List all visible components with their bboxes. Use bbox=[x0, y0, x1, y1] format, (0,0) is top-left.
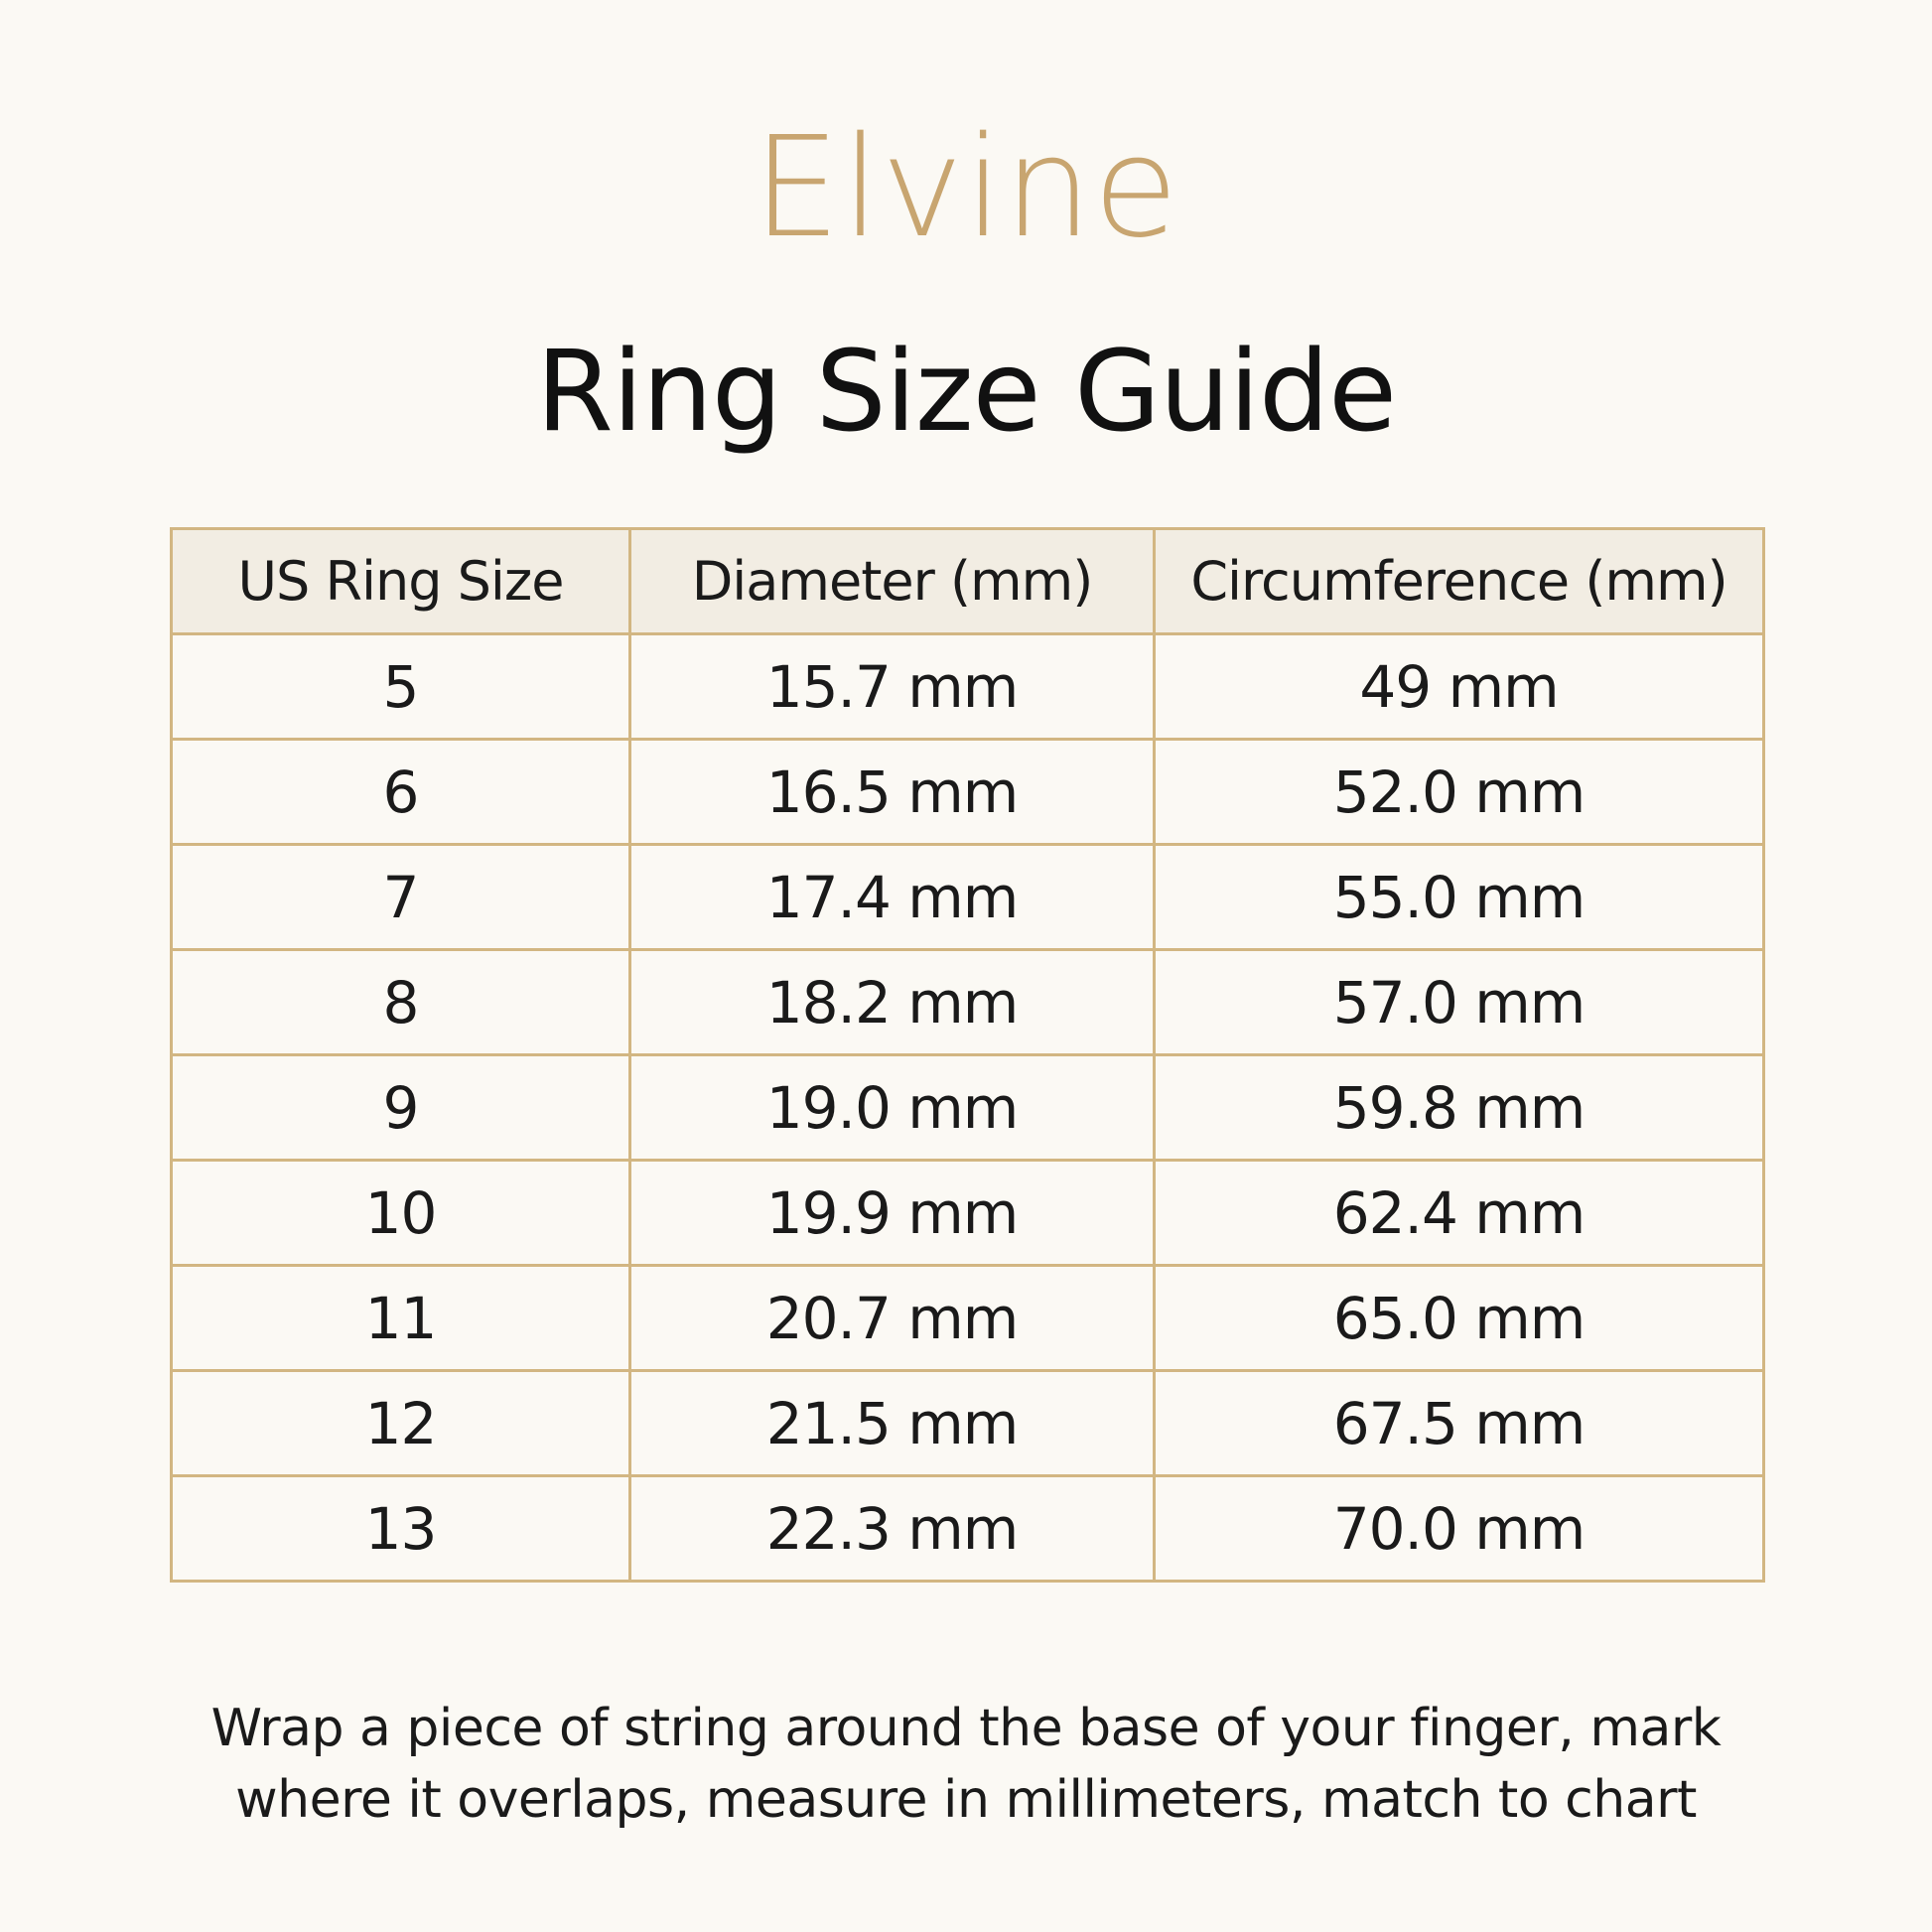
circumference-cell: 70.0 mm bbox=[1155, 1476, 1764, 1582]
table-row bbox=[172, 1055, 1764, 1161]
diameter-cell: 18.2 mm bbox=[630, 950, 1155, 1055]
table-row bbox=[172, 1161, 1764, 1266]
circumference-cell: 59.8 mm bbox=[1155, 1055, 1764, 1161]
measuring-instructions bbox=[0, 1693, 1932, 1836]
diameter-cell: 16.5 mm bbox=[630, 740, 1155, 845]
table-row bbox=[172, 1476, 1764, 1582]
circumference-cell: 52.0 mm bbox=[1155, 740, 1764, 845]
us-size-cell: 8 bbox=[172, 950, 630, 1055]
diameter-cell: 21.5 mm bbox=[630, 1371, 1155, 1476]
us-size-cell: 9 bbox=[172, 1055, 630, 1161]
us-size-cell: 12 bbox=[172, 1371, 630, 1476]
circumference-cell: 55.0 mm bbox=[1155, 845, 1764, 950]
diameter-cell: 15.7 mm bbox=[630, 634, 1155, 740]
instructions-line-2: where it overlaps, measure in millimeters, match to chart bbox=[235, 1770, 1697, 1830]
page-title: Ring Size Guide bbox=[535, 328, 1396, 457]
diameter-cell: 17.4 mm bbox=[630, 845, 1155, 950]
us-size-cell: 6 bbox=[172, 740, 630, 845]
circumference-cell: 62.4 mm bbox=[1155, 1161, 1764, 1266]
table-row bbox=[172, 634, 1764, 740]
table-row bbox=[172, 740, 1764, 845]
us-size-cell: 11 bbox=[172, 1266, 630, 1371]
column-header-diameter: Diameter (mm) bbox=[630, 529, 1155, 634]
us-size-cell: 13 bbox=[172, 1476, 630, 1582]
circumference-cell: 57.0 mm bbox=[1155, 950, 1764, 1055]
us-size-cell: 5 bbox=[172, 634, 630, 740]
us-size-cell: 10 bbox=[172, 1161, 630, 1266]
instructions-line-1: Wrap a piece of string around the base of your finger, mark bbox=[210, 1699, 1722, 1758]
us-size-cell: 7 bbox=[172, 845, 630, 950]
column-header-circumference: Circumference (mm) bbox=[1155, 529, 1764, 634]
circumference-cell: 49 mm bbox=[1155, 634, 1764, 740]
table-row bbox=[172, 1371, 1764, 1476]
diameter-cell: 19.0 mm bbox=[630, 1055, 1155, 1161]
circumference-cell: 67.5 mm bbox=[1155, 1371, 1764, 1476]
ring-size-table bbox=[170, 527, 1765, 1583]
table-row bbox=[172, 845, 1764, 950]
table-row bbox=[172, 950, 1764, 1055]
diameter-cell: 20.7 mm bbox=[630, 1266, 1155, 1371]
column-header-us-size: US Ring Size bbox=[172, 529, 630, 634]
table-header-row bbox=[172, 529, 1764, 634]
diameter-cell: 22.3 mm bbox=[630, 1476, 1155, 1582]
brand-logo: Elvine bbox=[753, 107, 1179, 269]
table-row bbox=[172, 1266, 1764, 1371]
diameter-cell: 19.9 mm bbox=[630, 1161, 1155, 1266]
circumference-cell: 65.0 mm bbox=[1155, 1266, 1764, 1371]
